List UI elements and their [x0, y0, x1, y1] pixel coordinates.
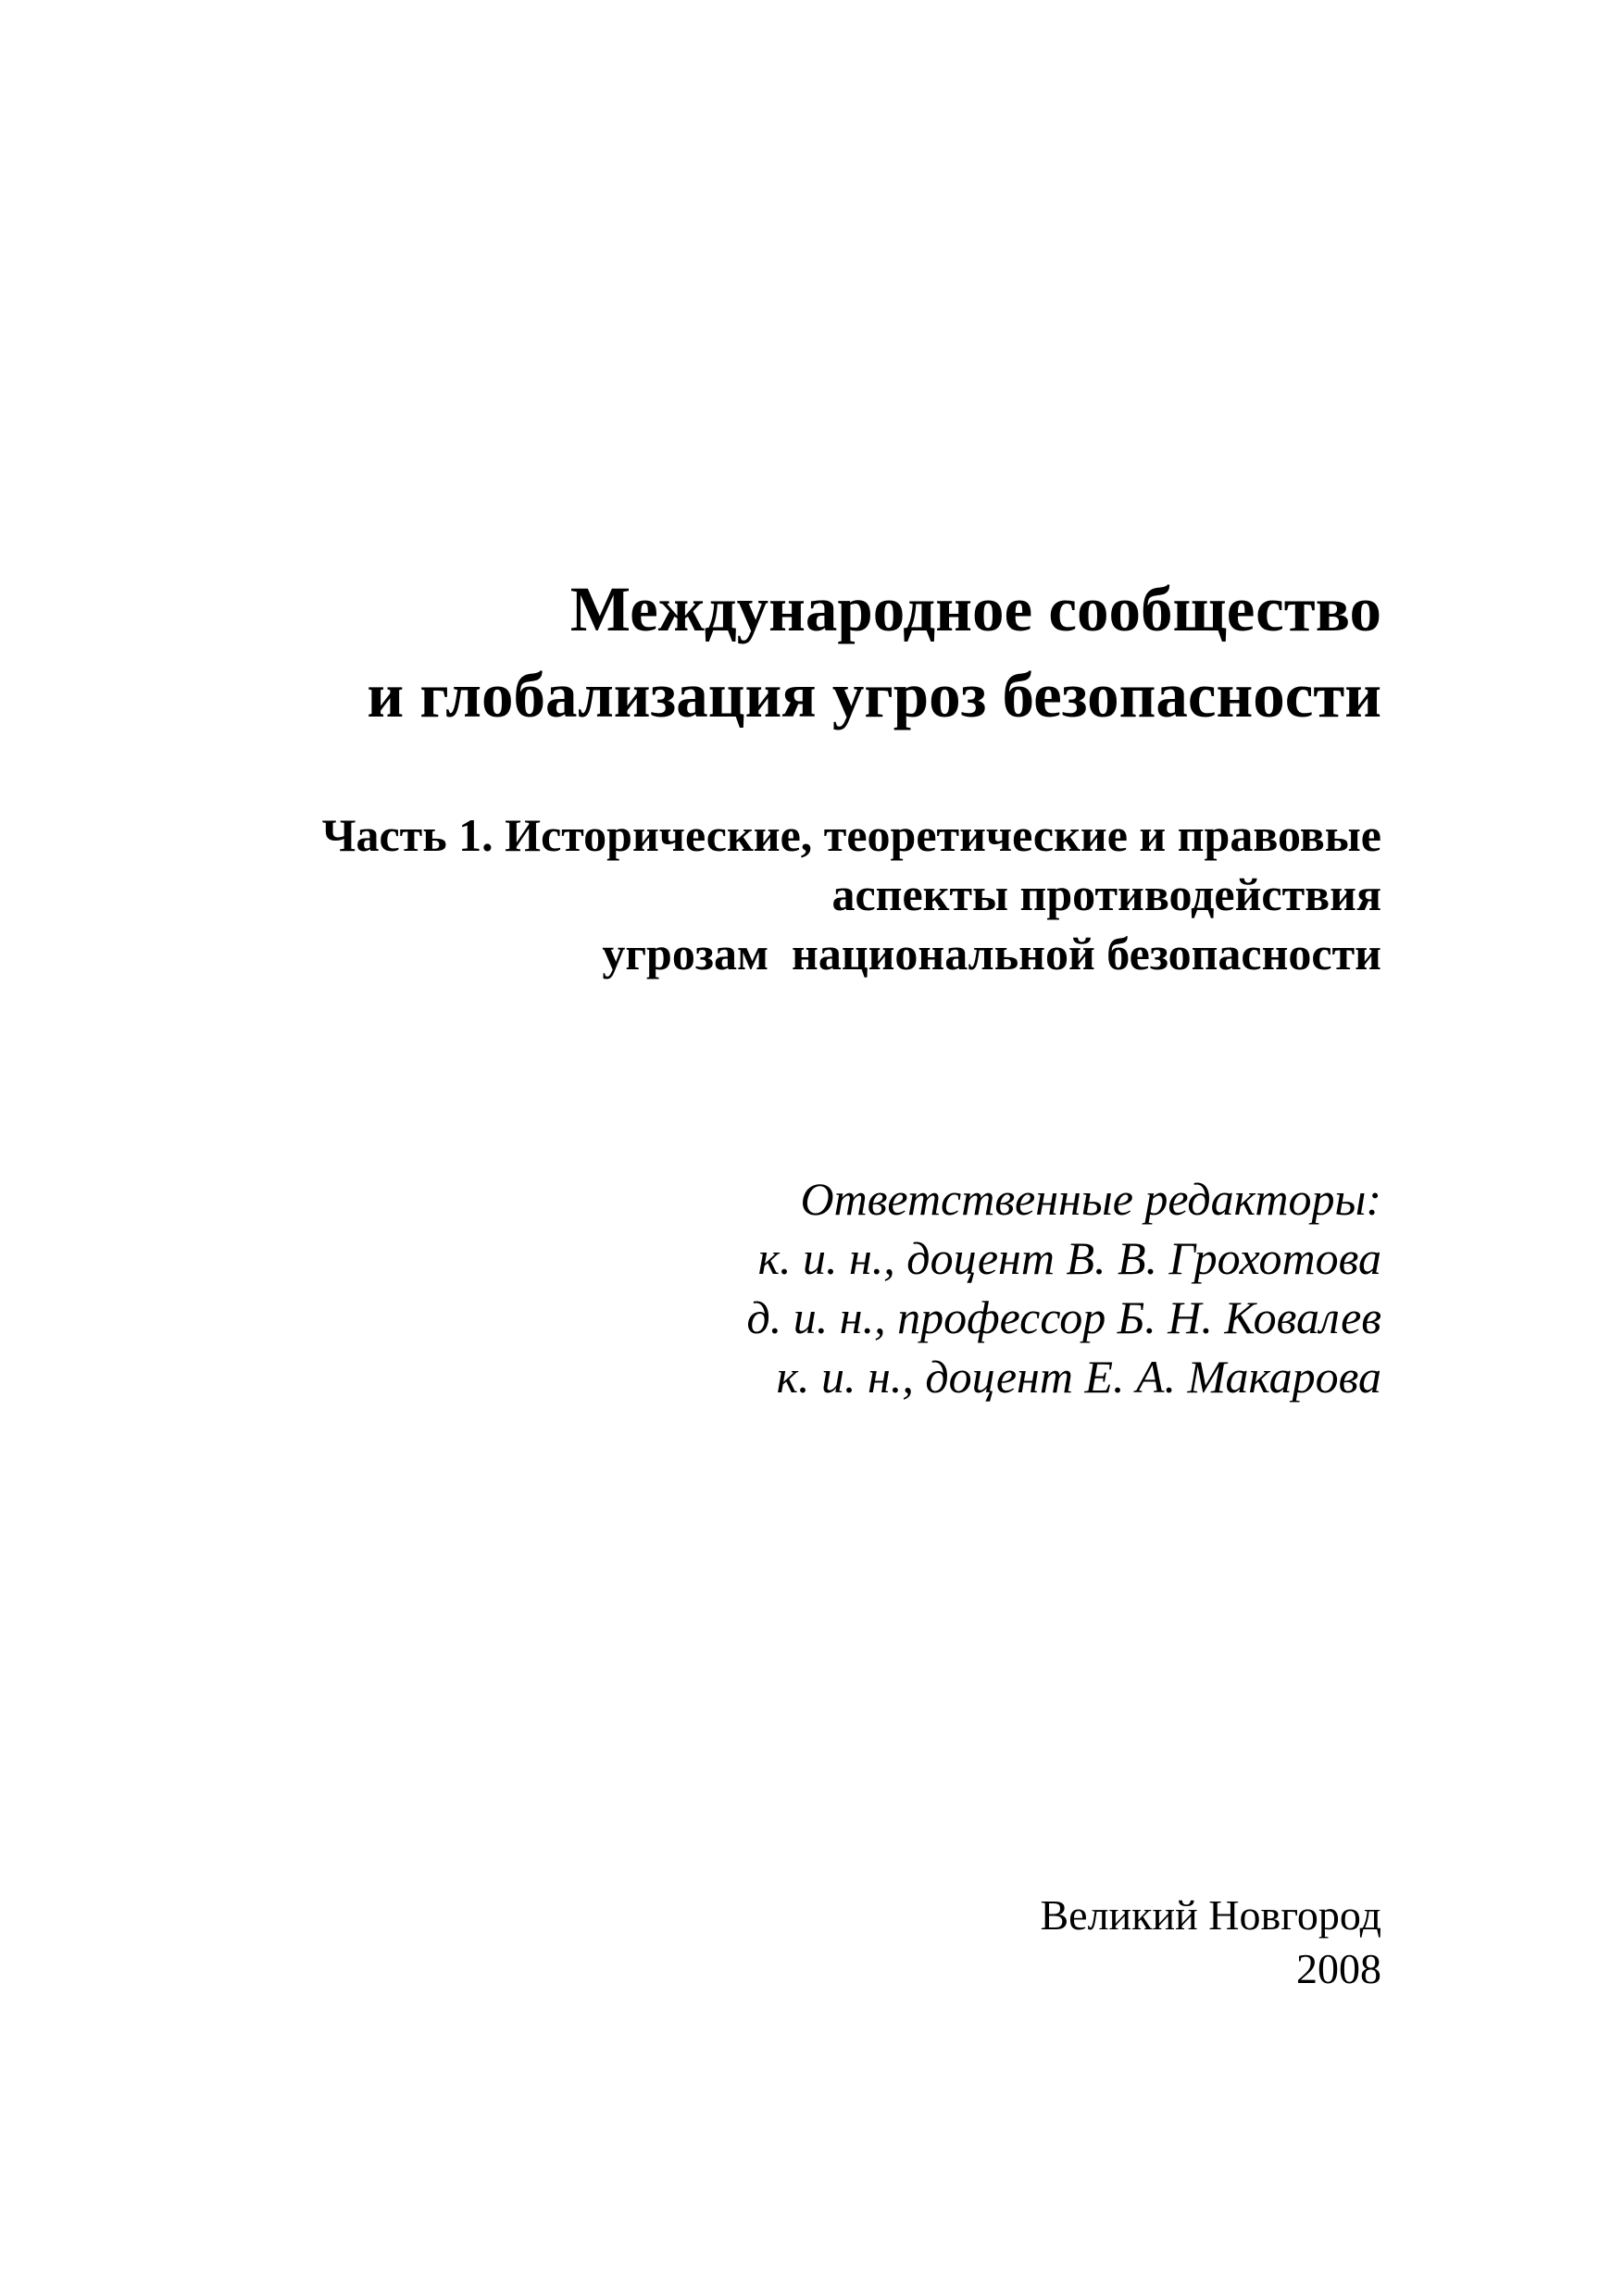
editor-3: к. и. н., доцент Е. А. Макарова [776, 1351, 1381, 1403]
editors-heading: Ответственные редакторы: [800, 1173, 1381, 1225]
book-subtitle-line-2: аспекты противодействия [831, 868, 1381, 920]
book-subtitle [322, 805, 1381, 983]
book-subtitle-line-1: Часть 1. Исторические, теоретические и правовые [321, 809, 1381, 861]
book-subtitle-line-3: угрозам национальной безопасности [602, 928, 1381, 979]
imprint-city: Великий Новгород [1040, 1891, 1381, 1939]
editor-1: к. и. н., доцент В. В. Грохотова [757, 1232, 1381, 1284]
editors-block [747, 1169, 1381, 1406]
book-title-line-1: Международное сообщество [569, 574, 1381, 644]
imprint-block [1041, 1889, 1382, 1996]
book-title [367, 567, 1381, 739]
editor-2: д. и. н., профессор Б. Н. Ковалев [746, 1291, 1381, 1343]
book-title-line-2: и глобализация угроз безопасности [367, 660, 1381, 730]
imprint-year: 2008 [1296, 1945, 1381, 1992]
